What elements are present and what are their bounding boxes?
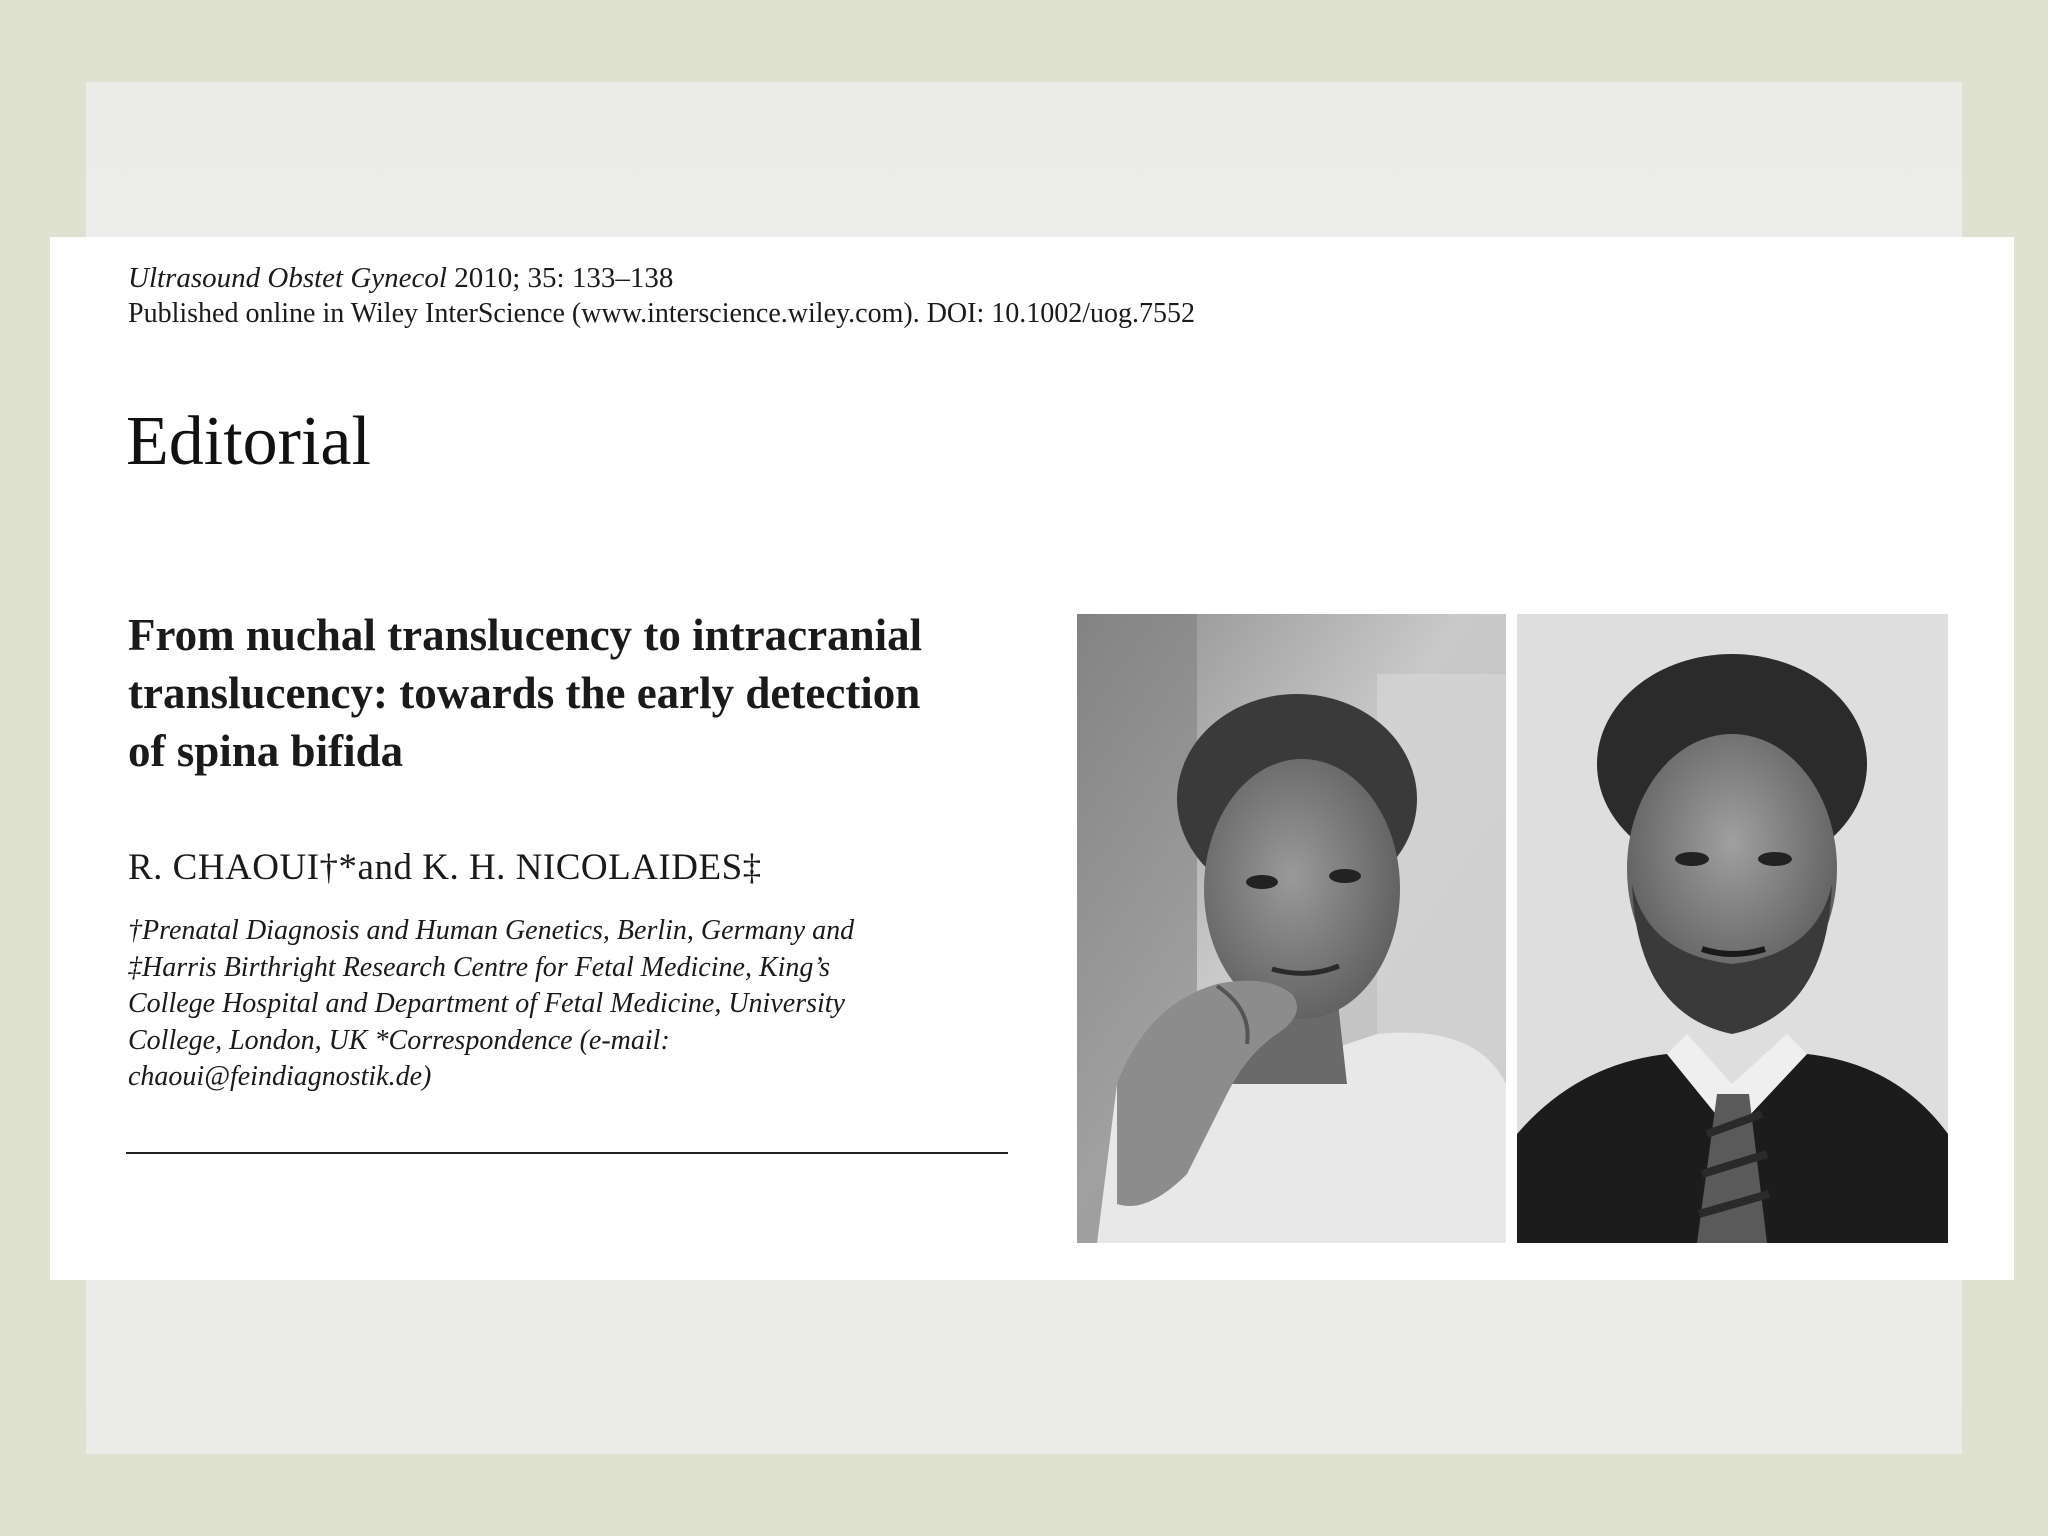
journal-citation <box>128 262 673 295</box>
journal-details: 2010; 35: 133–138 <box>446 262 674 294</box>
journal-name: Ultrasound Obstet Gynecol <box>128 262 447 294</box>
publication-info: Published online in Wiley InterScience (www.interscience.wiley.com). DOI: 10.1002/uog.7552 <box>128 298 1196 329</box>
article-title-line: translucency: towards the early detection <box>128 668 921 718</box>
affiliation-line: chaoui@feindiagnostik.de) <box>128 1061 432 1092</box>
article-title-line: From nuchal translucency to intracranial <box>128 610 923 660</box>
affiliation-block <box>128 913 1008 1096</box>
author-photo-left <box>1077 614 1506 1243</box>
affiliation-line: College Hospital and Department of Fetal Medicine, University <box>128 988 845 1019</box>
affiliation-line: College, London, UK *Correspondence (e-mail: <box>128 1024 670 1056</box>
affiliation-line: †Prenatal Diagnosis and Human Genetics, Berlin, Germany and <box>128 915 855 946</box>
affiliation-line: ‡Harris Birthright Research Centre for Fetal Medicine, King’s <box>128 951 831 983</box>
article-title-line: of spina bifida <box>128 726 404 776</box>
section-heading: Editorial <box>126 403 371 480</box>
author-list: R. CHAOUI†*and K. H. NICOLAIDES‡ <box>128 847 762 888</box>
author-photo-right <box>1517 614 1948 1243</box>
title-divider <box>126 1152 1008 1154</box>
article-title <box>128 606 1008 780</box>
